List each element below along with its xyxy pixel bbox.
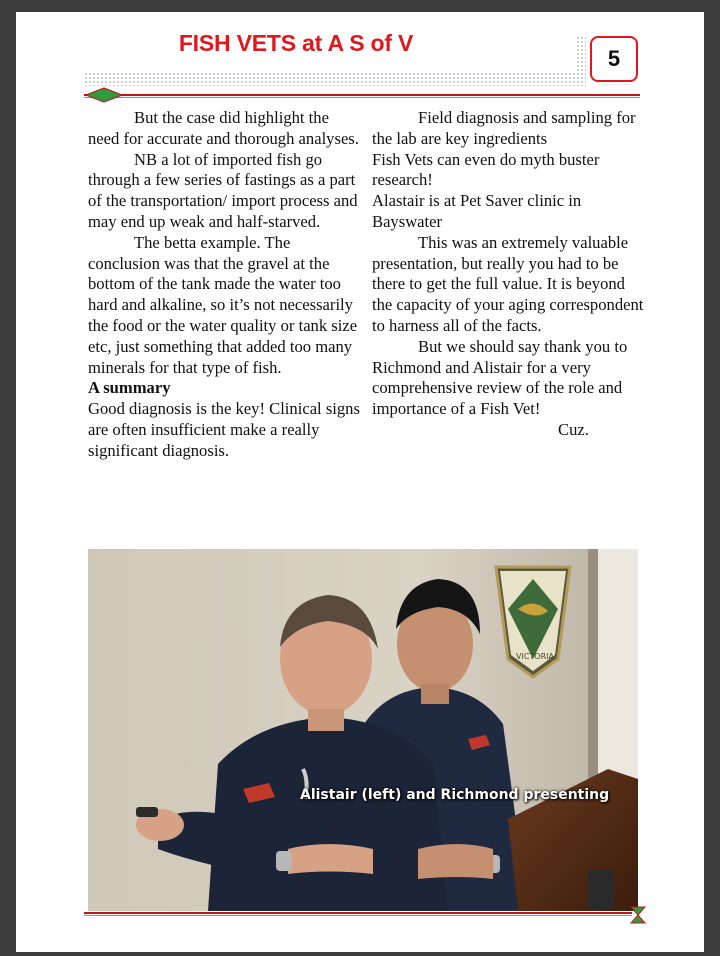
dotted-header-band-vertical [576, 36, 586, 86]
paragraph: This was an extremely valuable presentation, but really you had to be there to get the full value. It is beyond the capacity of your aging correspondent to harness all of the facts. [372, 232, 644, 335]
page-number-badge [590, 36, 638, 82]
header-rule [84, 94, 640, 96]
article-column-right [372, 108, 648, 441]
subheading: A summary [88, 378, 171, 398]
green-bowtie-ornament [630, 906, 646, 924]
emblem-label: VICTORIA [516, 652, 554, 661]
photo-caption: Alistair (left) and Richmond presenting [300, 787, 610, 803]
footer-rule [84, 912, 632, 914]
paragraph: NB a lot of imported fish go through a few series of fastings as a part of the transportation/ import process and may end up weak and half-starved. [88, 149, 358, 231]
paragraph: Fish Vets can even do myth buster research! [372, 149, 600, 190]
article-column-left [88, 108, 364, 462]
dotted-header-band [84, 72, 584, 86]
presenters-photo [88, 549, 638, 911]
footer-rule-thin [84, 915, 632, 916]
paragraph: Alastair is at Pet Saver clinic in Bayswater [372, 191, 582, 231]
paragraph: Field diagnosis and sampling for the lab are key ingredients [372, 108, 636, 148]
page-title: FISH VETS at A S of V [178, 30, 414, 56]
newsletter-page [16, 12, 704, 952]
photo-illustration [88, 549, 638, 911]
page-number: 5 [607, 46, 621, 71]
paragraph: The betta example. The conclusion was that the gravel at the bottom of the tank made the water too hard and alkaline, so it’s not necessarily the food or the water quality or tank size etc, just something that added too many minerals for that type of fish. [88, 232, 358, 377]
signature: Cuz. [558, 419, 589, 439]
paragraph: But we should say thank you to Richmond and Alistair for a very comprehensive review of the role and importance of a Fish Vet! [372, 336, 628, 419]
header-rule-thin [84, 97, 640, 98]
paragraph: But the case did highlight the need for accurate and thorough analyses. [88, 108, 359, 148]
paragraph: Good diagnosis is the key! Clinical signs are often insufficient make a really significant diagnosis. [88, 399, 360, 460]
green-diamond-ornament [86, 87, 122, 103]
